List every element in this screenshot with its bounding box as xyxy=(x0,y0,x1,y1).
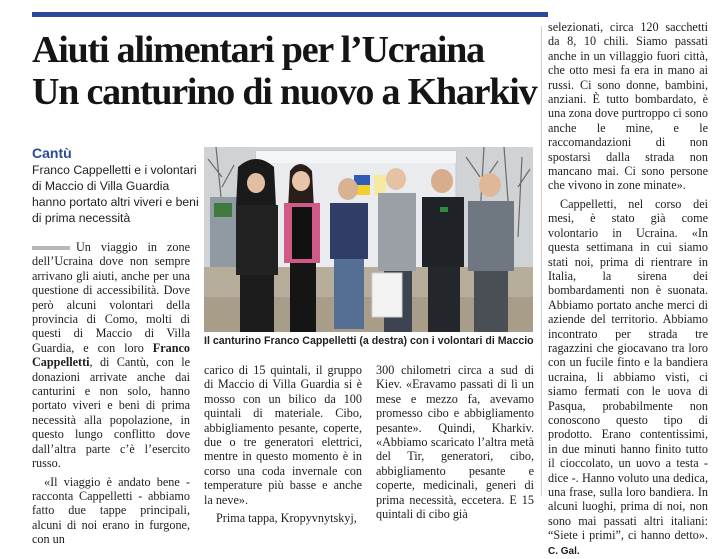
article-column-4 xyxy=(548,20,708,559)
column-divider xyxy=(541,26,542,496)
paragraph xyxy=(32,240,190,471)
author-signature: C. Gal. xyxy=(548,545,580,557)
headline-line-2: Un canturino di nuovo a Kharkiv xyxy=(32,71,537,113)
top-color-bar xyxy=(32,12,548,17)
article-summary: Franco Cappelletti e i volontari di Maccio di Villa Guardia hanno portato altri viveri e beni di prima necessità xyxy=(32,163,199,225)
paragraph: 300 chilometri circa a sud di Kiev. «Eravamo passati di lì un mese e mezzo fa, avevamo promesso cibo e abbigliamento pesante». Quindi, Kharkiv. «Abbiamo scaricato l’altra metà del Tir, generatori, cibo, abbigliamento pesante e coperte, medicinali, generi di prima necessità, eccetera. E 15 quintali di cibo già xyxy=(376,363,534,522)
lead-rule xyxy=(32,246,70,250)
article-column-3 xyxy=(376,363,534,521)
article-column-2 xyxy=(204,363,362,525)
paragraph: Prima tappa, Kropyvnytskyj, xyxy=(216,511,357,526)
paragraph: selezionati, circa 120 sacchetti da 8, 10 chili. Siamo passati anche in un villaggio fuori città, che otto mesi fa era in mano ai russi. Ci sono donne, bambini, anziani. È tutto bombardato, è una zona dove purtroppo ci sono anche le mine, e le raccomandazioni di non spostarsi dalla strada non mancano mai. Ci sono persone che vivono in zone minate». xyxy=(548,20,708,193)
paragraph-text: Cappelletti, nel corso dei mesi, è stato già come volontario in Ucraina. «In questa settimana in cui siamo stati noi, prima di rientrare in Italia, la sirena dei bombardamenti non è suonata. Abbiamo portato anche merci di aziende del territorio. Abbiamo incontrato per strada tre ragazzini che giocavano tra loro con un fucile finto e la bandiera ucraina, li abbiamo visti, ci siamo fermati con le uova di Pasqua, probabilmente non conoscono questo tipo di prodotto. Erano contentissimi, in due minuti hanno finito tutto il cioccolato, un uovo a testa - dice -. Hanno voluto una dedica, una frase, sulla loro bandiera. In alcuni luoghi, prima di noi, non sono mai passati altri italiani: “Siete i primi”, ci hanno detto». xyxy=(548,196,708,543)
paragraph-text: , di Cantù, con le donazioni arrivate anche dai canturini e non solo, hanno portato viveri e beni di prima necessità alla popolazione, in questo lungo conflitto dove dall’altra parte c’è l’esercito russo. xyxy=(32,355,190,471)
paragraph: carico di 15 quintali, il gruppo di Maccio di Villa Guardia si è mosso con un bilico da 100 quintali di materiale. Cibo, abbigliamento pesante, coperte, due o tre generatori elettrici, mentre in questo momento è in corso una coda invernale con temperature più basse e anche la neve». xyxy=(204,363,362,507)
volunteers-photo-illustration xyxy=(204,147,533,332)
article-column-1 xyxy=(32,240,190,547)
paragraph xyxy=(548,197,708,559)
section-label: Cantù xyxy=(32,145,72,161)
article-photo xyxy=(204,147,533,332)
paragraph: «Il viaggio è andato bene - racconta Cappelletti - abbiamo fatto due tappe principali, alcuni di noi erano in furgone, con un xyxy=(32,474,190,547)
person-name: Franco Cappelletti xyxy=(32,340,190,370)
photo-caption: Il canturino Franco Cappelletti (a destra) con i volontari di Maccio xyxy=(204,335,534,347)
paragraph-text: Un viaggio in zone dell’Ucraina dove non sempre arrivano gli aiuti, anche per una questione di accessibilità. Dove però alcuni volontari della provincia di Como, molti di questi di Maccio di Villa Guardia, e con loro xyxy=(32,240,190,355)
headline-line-1: Aiuti alimentari per l’Ucraina xyxy=(32,29,484,71)
